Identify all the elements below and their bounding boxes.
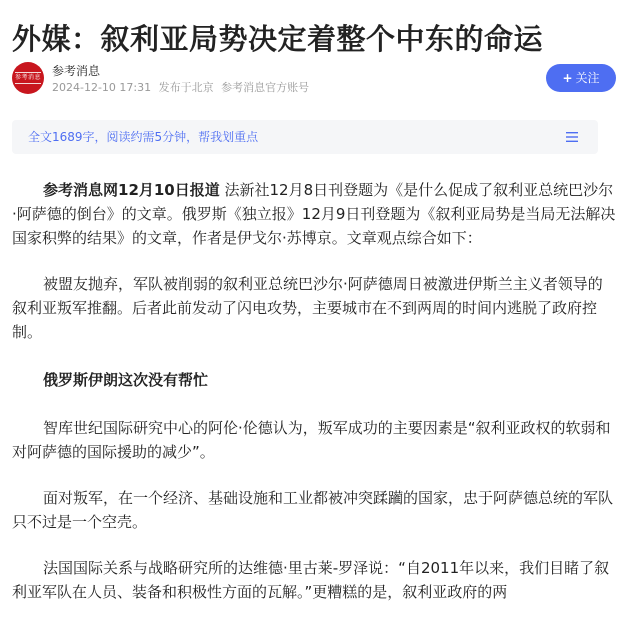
avatar[interactable] (12, 62, 44, 94)
dateline: 参考消息网12月10日报道 (43, 181, 220, 199)
section-heading: 俄罗斯伊朗这次没有帮忙 (43, 371, 209, 389)
account-type: 参考消息官方账号 (221, 81, 310, 94)
publish-date: 2024-12-10 17:31 (52, 81, 152, 94)
follow-button[interactable] (546, 64, 616, 92)
author-name[interactable]: 参考消息 (52, 64, 101, 78)
reading-summary-bar[interactable] (12, 120, 598, 154)
publish-meta (52, 81, 313, 95)
author-info (12, 62, 616, 100)
menu-icon[interactable] (566, 132, 578, 142)
paragraph: 面对叛军，在一个经济、基础设施和工业都被冲突蹂躏的国家，忠于阿萨德总统的军队只不过是一个空壳。 (12, 489, 614, 531)
article-title: 外媒：叙利亚局势决定着整个中东的命运 (12, 22, 544, 57)
paragraph-intro (12, 178, 616, 250)
avatar-logo-text: 参考消息 (15, 72, 41, 84)
intro-text: 法新社12月8日刊登题为《是什么促成了叙利亚总统巴沙尔·阿萨德的倒台》的文章。俄罗斯《独立报》12月9日刊登题为《叙利亚局势是当局无法解决国家积弊的结果》的文章，作者是伊戈尔·苏博京。文章观点综合如下： (12, 181, 616, 247)
paragraph: 被盟友抛弃，军队被削弱的叙利亚总统巴沙尔·阿萨德周日被激进伊斯兰主义者领导的叙利亚叛军推翻。后者此前发动了闪电攻势，主要城市在不到两周的时间内逃脱了政府控制。 (12, 275, 603, 341)
follow-label: 关注 (575, 71, 600, 85)
summary-text[interactable]: 全文1689字，阅读约需5分钟，帮我划重点 (28, 130, 259, 144)
plus-icon: + (562, 71, 573, 85)
paragraph: 智库世纪国际研究中心的阿伦·伦德认为，叛军成功的主要因素是“叙利亚政权的软弱和对阿萨德的国际援助的减少”。 (12, 419, 611, 461)
article-body (12, 178, 616, 604)
paragraph: 法国国际关系与战略研究所的达维德·里古莱-罗泽说：“自2011年以来，我们目睹了叙利亚军队在人员、装备和积极性方面的瓦解。”更糟糕的是，叙利亚政府的两 (12, 559, 610, 601)
publish-location: 发布于北京 (158, 81, 214, 94)
